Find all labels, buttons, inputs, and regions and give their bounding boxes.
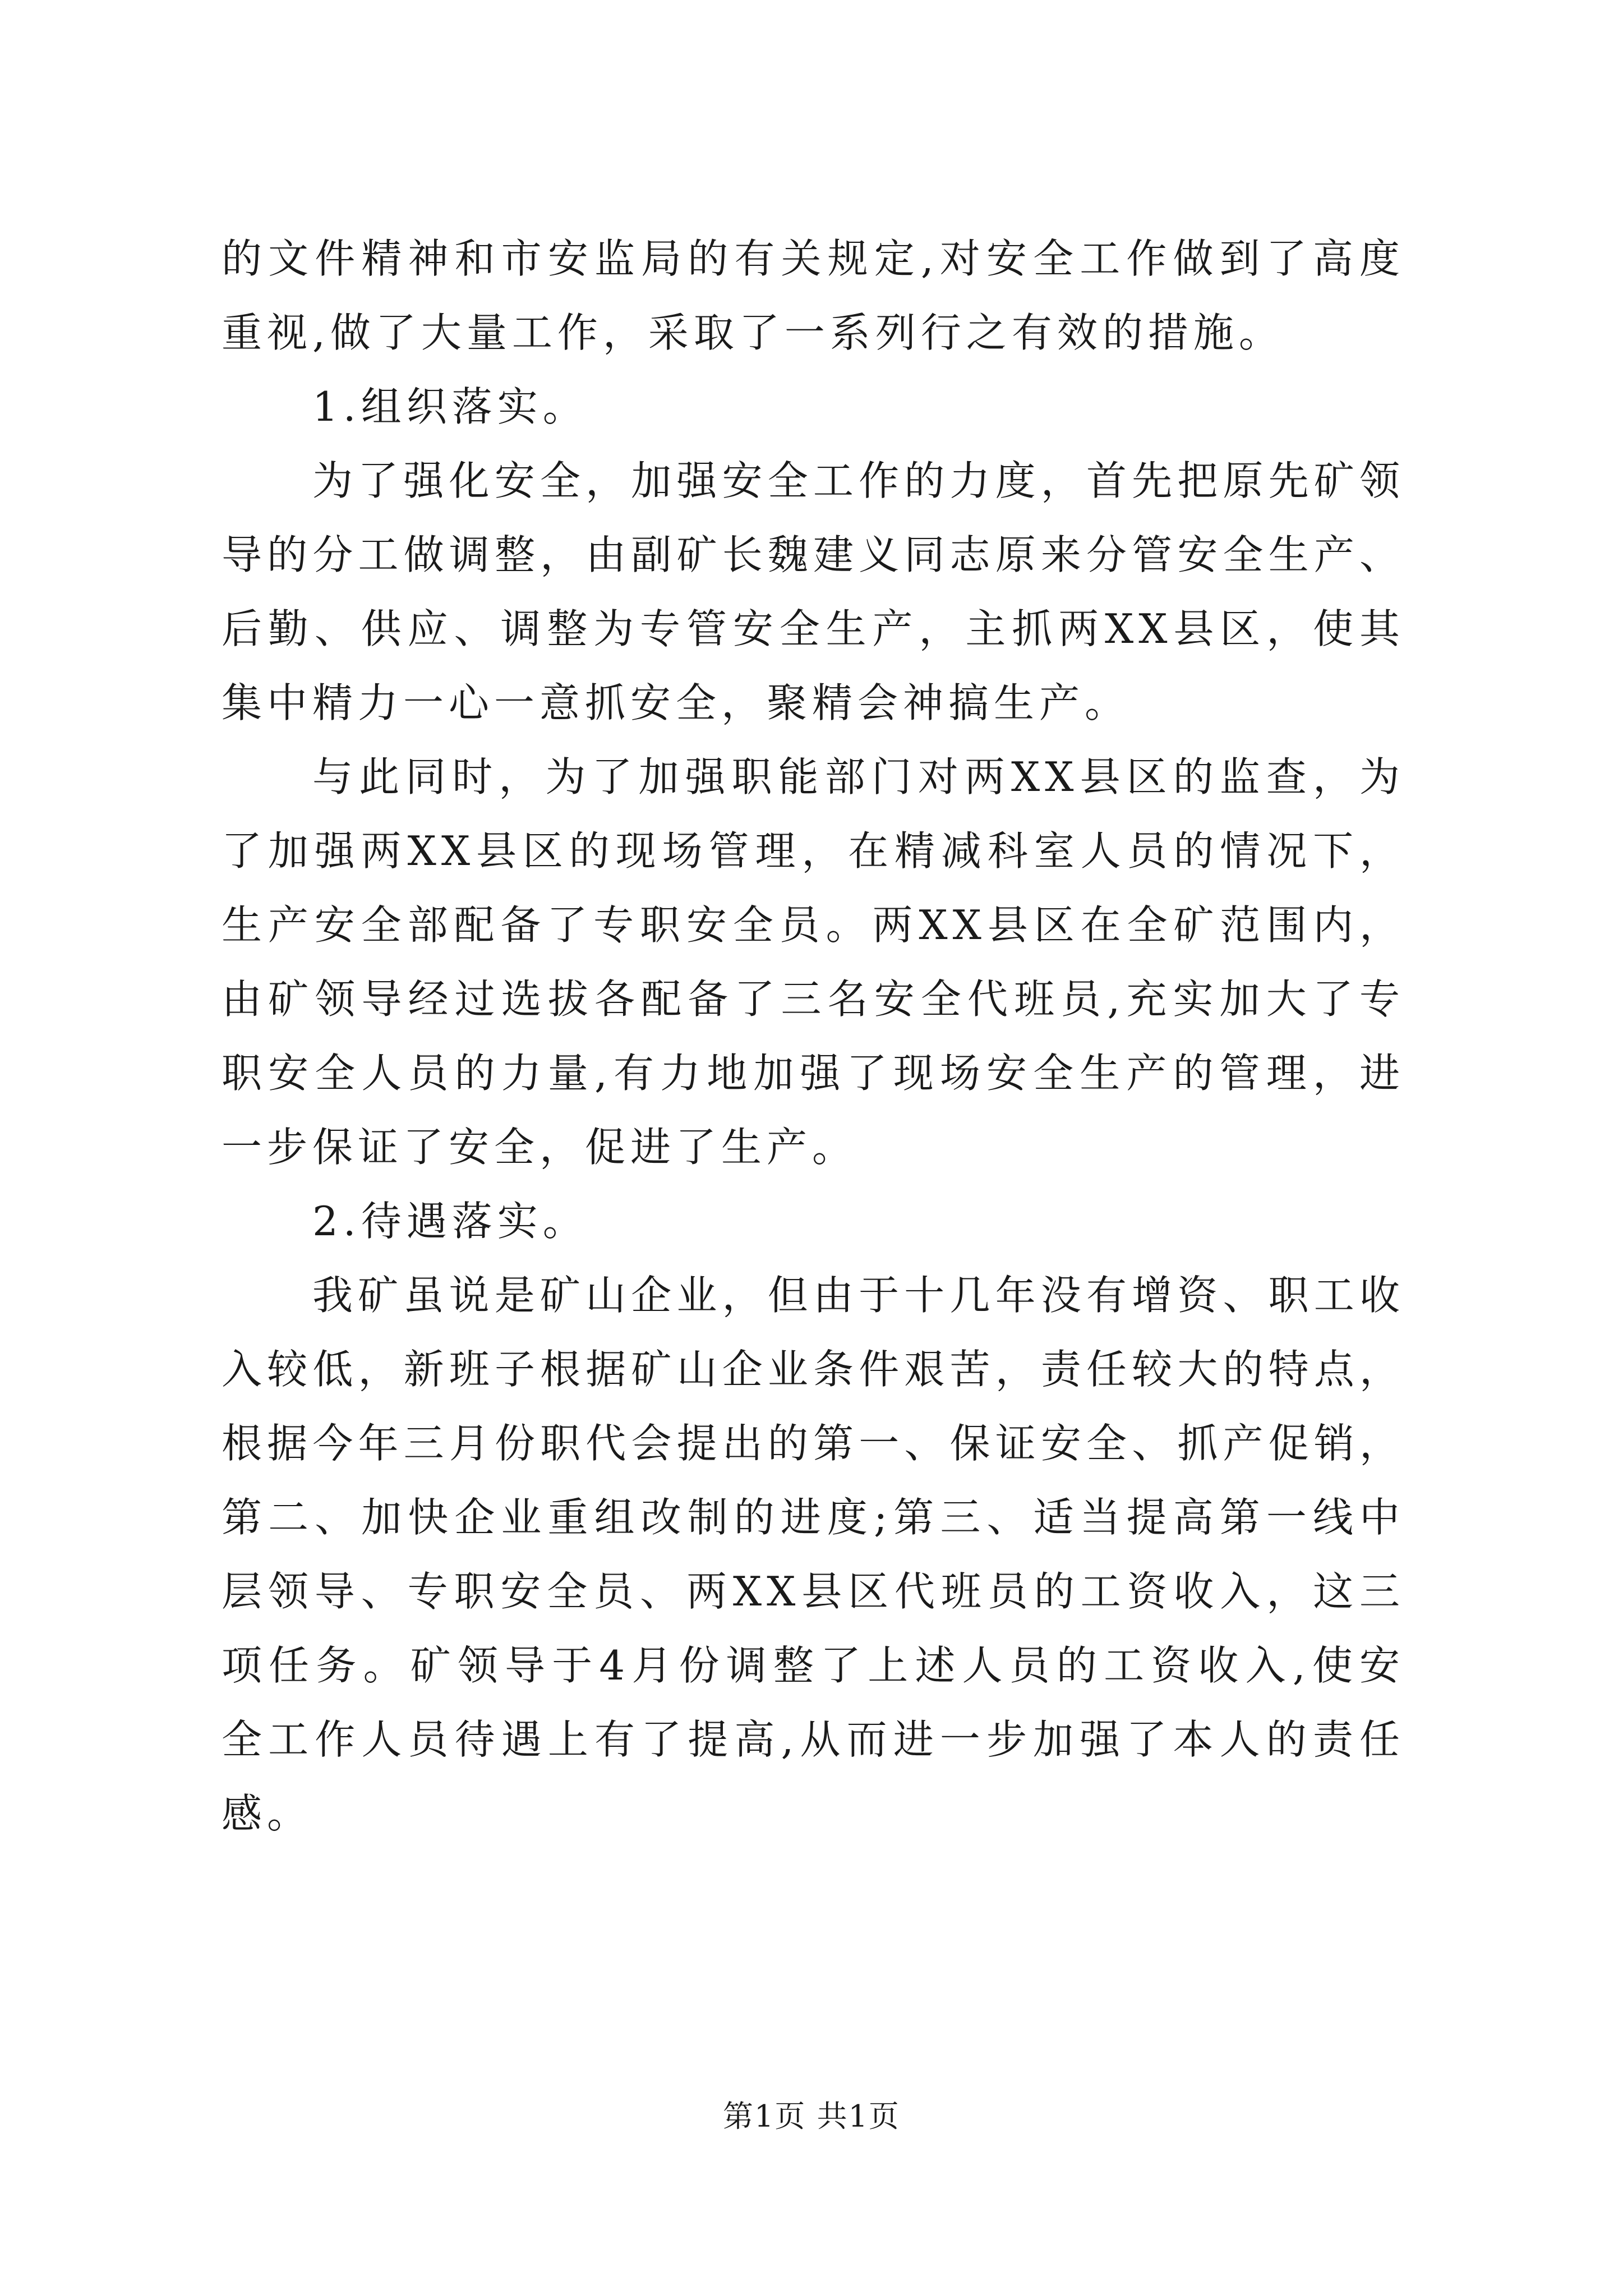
- paragraph-safety-staffing: 与此同时，为了加强职能部门对两XX县区的监查，为了加强两XX县区的现场管理，在精减科室人员的情况下，生产安全部配备了专职安全员。两XX县区在全矿范围内，由矿领导经过选拔各配备了三名安全代班员,充实加大了专职安全人员的力量,有力地加强了现场安全生产的管理，进一步保证了安全，促进了生产。: [222, 753, 1405, 1171]
- paragraph-organization-adjustment: 为了强化安全，加强安全工作的力度，首先把原先矿领导的分工做调整，由副矿长魏建义同志原来分管安全生产、后勤、供应、调整为专管安全生产，主抓两XX县区，使其集中精力一心一意抓安全，聚精会神搞生产。: [222, 457, 1405, 726]
- paragraph-compensation: 我矿虽说是矿山企业，但由于十几年没有增资、职工收入较低，新班子根据矿山企业条件艰苦，责任较大的特点，根据今年三月份职代会提出的第一、保证安全、抓产促销，第二、加快企业重组改制的进度;第三、适当提高第一线中层领导、专职安全员、两XX县区代班员的工资收入，这三项任务。矿领导于4月份调整了上述人员的工资收入,使安全工作人员待遇上有了提高,从而进一步加强了本人的责任感。: [222, 1272, 1405, 1837]
- page-number-footer: 第1页 共1页: [723, 2099, 900, 2134]
- document-body: [222, 222, 1405, 1851]
- paragraph-continuation: 的文件精神和市安监局的有关规定,对安全工作做到了高度重视,做了大量工作，采取了一系列行之有效的措施。: [222, 235, 1405, 356]
- section-heading-organization: 1.组织落实。: [312, 383, 588, 430]
- section-heading-compensation: 2.待遇落实。: [312, 1198, 588, 1245]
